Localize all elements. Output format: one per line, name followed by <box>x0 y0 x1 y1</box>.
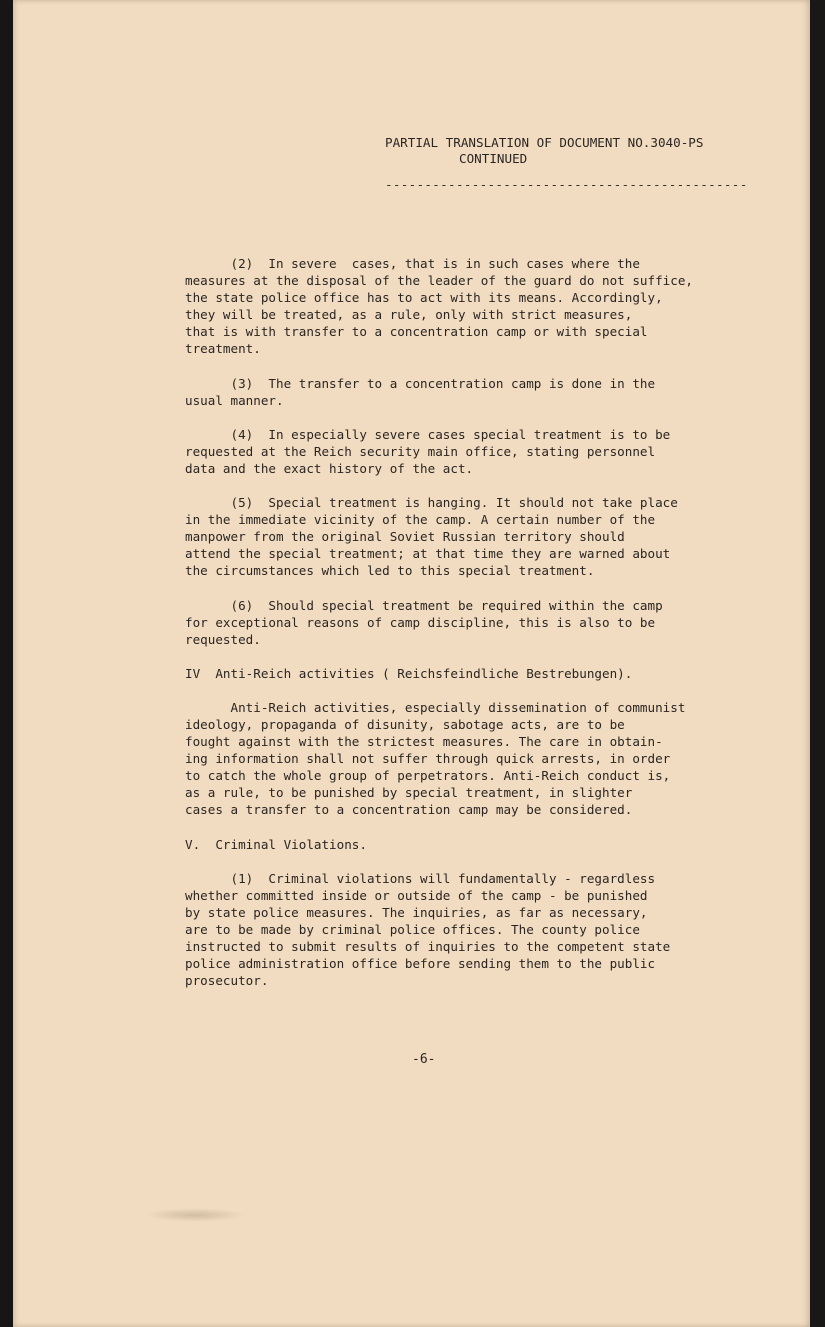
section-iv-heading: IV Anti-Reich activities ( Reichsfeindliche Bestrebungen). <box>185 665 633 681</box>
paper-smudge <box>145 1208 245 1222</box>
paragraph-4: (4) In especially severe cases special treatment is to be requested at the Reich security main office, stating personnel data and the exact history of the act. <box>185 426 671 476</box>
section-v-paragraph-1: (1) Criminal violations will fundamentally - regardless whether committed inside or outside of the camp - be punished by state police measures. The inquiries, as far as necessary, are to be made by criminal police offices. The county police instructed to submit results of inquiries to the competent state police administration office before sending them to the public prosecutor. <box>185 870 671 989</box>
header-subtitle: CONTINUED <box>459 151 528 166</box>
paragraph-6: (6) Should special treatment be required within the camp for exceptional reasons of camp discipline, this is also to be requested. <box>185 597 663 647</box>
document-body <box>185 255 775 1006</box>
section-v-heading: V. Criminal Violations. <box>185 836 367 852</box>
paragraph-5: (5) Special treatment is hanging. It should not take place in the immediate vicinity of the camp. A certain number of the manpower from the original Soviet Russian territory should attend the special treatment; at that time they are warned about the circumstances which led to this special treatment. <box>185 495 678 579</box>
scan-border <box>810 0 825 1327</box>
page-number: -6- <box>412 1052 436 1067</box>
section-iv-body: Anti-Reich activities, especially dissemination of communist ideology, propaganda of disunity, sabotage acts, are to be fought against with the strictest measures. The care in obtain- ing information shall not suffer through quick arrests, in order to catch the whole group of perpetrators. Anti-Reich conduct is, as a rule, to be punished by special treatment, in slighter cases a transfer to a concentration camp may be considered. <box>185 699 686 818</box>
header-rule: ---------------------------------------------- <box>385 177 748 192</box>
document-header <box>385 135 748 193</box>
paragraph-3: (3) The transfer to a concentration camp is done in the usual manner. <box>185 375 656 408</box>
paragraph-2: (2) In severe cases, that is in such cases where the measures at the disposal of the leader of the guard do not suffice, the state police office has to act with its means. Accordingly, they will be treated, as a rule, only with strict measures, that is with transfer to a concentration camp or with special treatment. <box>185 256 693 357</box>
header-title: PARTIAL TRANSLATION OF DOCUMENT NO.3040-PS <box>385 135 704 150</box>
